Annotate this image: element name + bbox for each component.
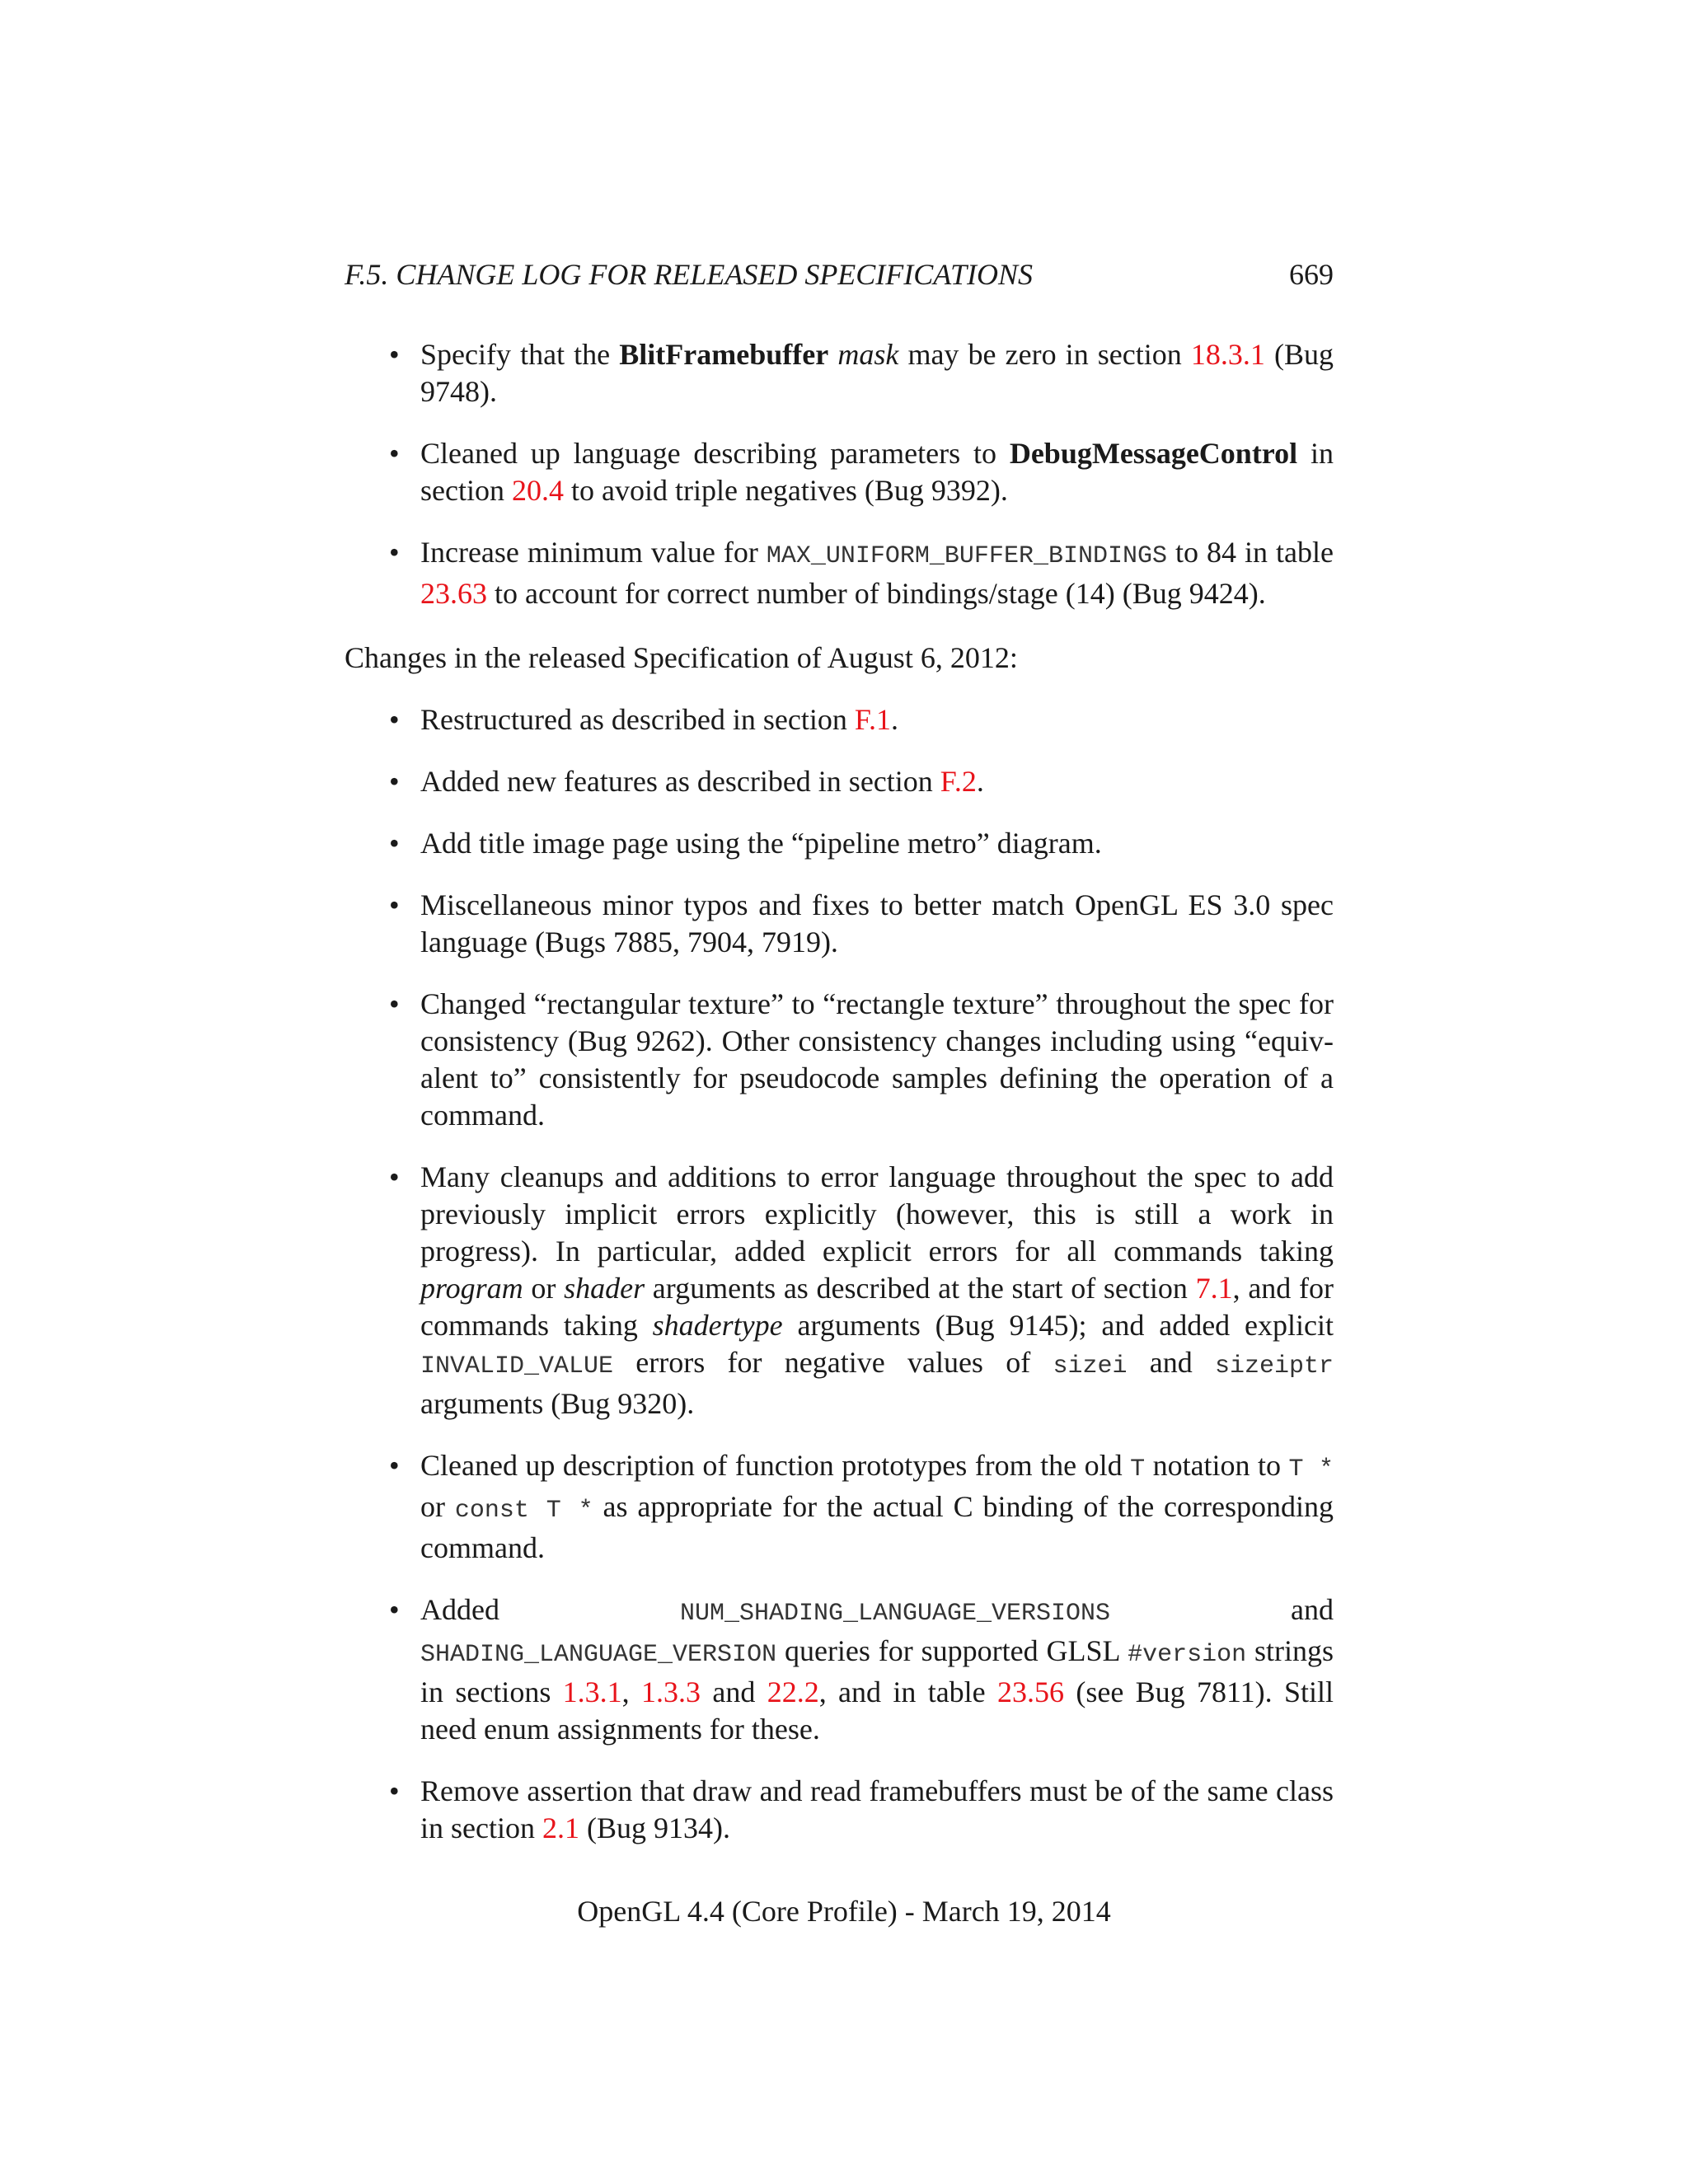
text: Added new features as described in section bbox=[420, 765, 940, 798]
text: and bbox=[1127, 1346, 1215, 1379]
text: or bbox=[523, 1272, 565, 1305]
text: as appropriate for the actual C binding of the corresponding command. bbox=[420, 1490, 1334, 1564]
page-number: 669 bbox=[1289, 258, 1334, 291]
section-link[interactable]: 7.1 bbox=[1195, 1272, 1233, 1305]
argument-name: mask bbox=[837, 338, 899, 371]
section-link[interactable]: 22.2 bbox=[767, 1675, 819, 1708]
code-token: sizei bbox=[1053, 1352, 1128, 1380]
text: Cleaned up language describing parameters to bbox=[420, 437, 1010, 470]
list-item bbox=[345, 534, 1334, 612]
code-token: MAX_UNIFORM_BUFFER_BINDINGS bbox=[766, 542, 1167, 570]
text: strings in sections bbox=[420, 1634, 1334, 1708]
section-link[interactable]: F.2 bbox=[940, 765, 977, 798]
bullet: • bbox=[389, 888, 400, 921]
text: Added bbox=[420, 1593, 680, 1626]
list-item bbox=[345, 825, 1334, 862]
list-item bbox=[345, 435, 1334, 509]
text: Miscellaneous minor typos and fixes to better match OpenGL ES 3.0 spec language (Bugs 7885, 7904, 7919). bbox=[420, 888, 1334, 958]
list-item bbox=[345, 1773, 1334, 1847]
code-token: INVALID_VALUE bbox=[420, 1352, 614, 1380]
bullet: • bbox=[389, 536, 400, 569]
argument-name: shadertype bbox=[652, 1309, 783, 1342]
code-token: const T * bbox=[454, 1497, 593, 1525]
bullet: • bbox=[389, 1774, 400, 1807]
bullet: • bbox=[389, 338, 400, 371]
code-token: NUM_SHADING_LANGUAGE_VERSIONS bbox=[679, 1600, 1111, 1628]
list-item bbox=[345, 1591, 1334, 1748]
text: notation to bbox=[1145, 1449, 1289, 1482]
code-token: #version bbox=[1128, 1641, 1247, 1669]
command-name: DebugMessageControl bbox=[1009, 437, 1298, 470]
running-header bbox=[345, 255, 1334, 293]
text: Cleaned up description of function prototypes from the old bbox=[420, 1449, 1131, 1482]
section-link[interactable]: 2.1 bbox=[542, 1811, 579, 1844]
text: to 84 in table bbox=[1166, 536, 1334, 569]
text: and bbox=[701, 1675, 767, 1708]
text: Changed “rectangular texture” to “rectangle texture” throughout the spec for consistency (Bug 9262). Other consistency changes including using “equiv-alent to” consistently for pseudocode samples defining the operation of a command. bbox=[420, 987, 1334, 1132]
text bbox=[828, 338, 837, 371]
text: arguments as described at the start of section bbox=[645, 1272, 1196, 1305]
list-item bbox=[345, 1447, 1334, 1567]
text: errors for negative values of bbox=[613, 1346, 1053, 1379]
text: Many cleanups and additions to error language throughout the spec to add previously implicit errors explicitly (however, this is still a work in progress). In particular, added explicit errors for all commands taking bbox=[420, 1160, 1334, 1268]
bullet: • bbox=[389, 827, 400, 860]
text: (see Bug 7811). Still need enum assignments for these. bbox=[420, 1675, 1334, 1746]
section-link[interactable]: 1.3.1 bbox=[562, 1675, 622, 1708]
text: to account for correct number of bindings/stage (14) (Bug 9424). bbox=[487, 577, 1266, 610]
change-list-1 bbox=[345, 336, 1334, 612]
list-item bbox=[345, 336, 1334, 410]
text: , and in table bbox=[818, 1675, 997, 1708]
text: (Bug 9748). bbox=[420, 338, 1334, 408]
text: . bbox=[976, 765, 984, 798]
text: in section bbox=[420, 437, 1334, 507]
list-item bbox=[345, 763, 1334, 800]
section-link[interactable]: 1.3.3 bbox=[641, 1675, 701, 1708]
list-item bbox=[345, 1159, 1334, 1422]
code-token: T bbox=[1130, 1455, 1146, 1483]
list-item bbox=[345, 986, 1334, 1134]
list-item bbox=[345, 701, 1334, 738]
bullet: • bbox=[389, 437, 400, 470]
text: or bbox=[420, 1490, 455, 1523]
command-name: BlitFramebuffer bbox=[619, 338, 829, 371]
text: Increase minimum value for bbox=[420, 536, 767, 569]
bullet: • bbox=[389, 1593, 400, 1626]
text: Specify that the bbox=[420, 338, 620, 371]
change-list-2 bbox=[345, 701, 1334, 1847]
bullet: • bbox=[389, 703, 400, 736]
bullet: • bbox=[389, 987, 400, 1020]
text: Add title image page using the “pipeline metro” diagram. bbox=[420, 827, 1102, 860]
text: (Bug 9134). bbox=[579, 1811, 730, 1844]
text: to avoid triple negatives (Bug 9392). bbox=[563, 474, 1008, 507]
list-item bbox=[345, 887, 1334, 961]
section-title: F.5. CHANGE LOG FOR RELEASED SPECIFICATIONS bbox=[345, 258, 1033, 291]
text: Remove assertion that draw and read framebuffers must be of the same class in section bbox=[420, 1774, 1334, 1844]
code-token: sizeiptr bbox=[1214, 1352, 1334, 1380]
text: , and for commands taking bbox=[420, 1272, 1334, 1342]
text: and bbox=[1110, 1593, 1334, 1626]
text: Restructured as described in section bbox=[420, 703, 855, 736]
page-footer: OpenGL 4.4 (Core Profile) - March 19, 2014 bbox=[577, 1895, 1111, 1928]
section-link[interactable]: 18.3.1 bbox=[1190, 338, 1265, 371]
table-link[interactable]: 23.63 bbox=[420, 577, 487, 610]
text: arguments (Bug 9320). bbox=[420, 1387, 695, 1420]
bullet: • bbox=[389, 1160, 400, 1193]
bullet: • bbox=[389, 765, 400, 798]
argument-name: shader bbox=[564, 1272, 645, 1305]
section-link[interactable]: F.1 bbox=[854, 703, 891, 736]
argument-name: program bbox=[420, 1272, 523, 1305]
bullet: • bbox=[389, 1449, 400, 1482]
changes-intro: Changes in the released Specification of August 6, 2012: bbox=[345, 641, 1018, 674]
table-link[interactable]: 23.56 bbox=[997, 1675, 1064, 1708]
code-token: T * bbox=[1288, 1455, 1334, 1483]
text: queries for supported GLSL bbox=[776, 1634, 1128, 1667]
document-page bbox=[345, 255, 1334, 1872]
text: , bbox=[621, 1675, 642, 1708]
section-link[interactable]: 20.4 bbox=[511, 474, 564, 507]
text: . bbox=[890, 703, 898, 736]
text: arguments (Bug 9145); and added explicit bbox=[782, 1309, 1334, 1342]
text: may be zero in section bbox=[898, 338, 1191, 371]
code-token: SHADING_LANGUAGE_VERSION bbox=[420, 1641, 777, 1669]
